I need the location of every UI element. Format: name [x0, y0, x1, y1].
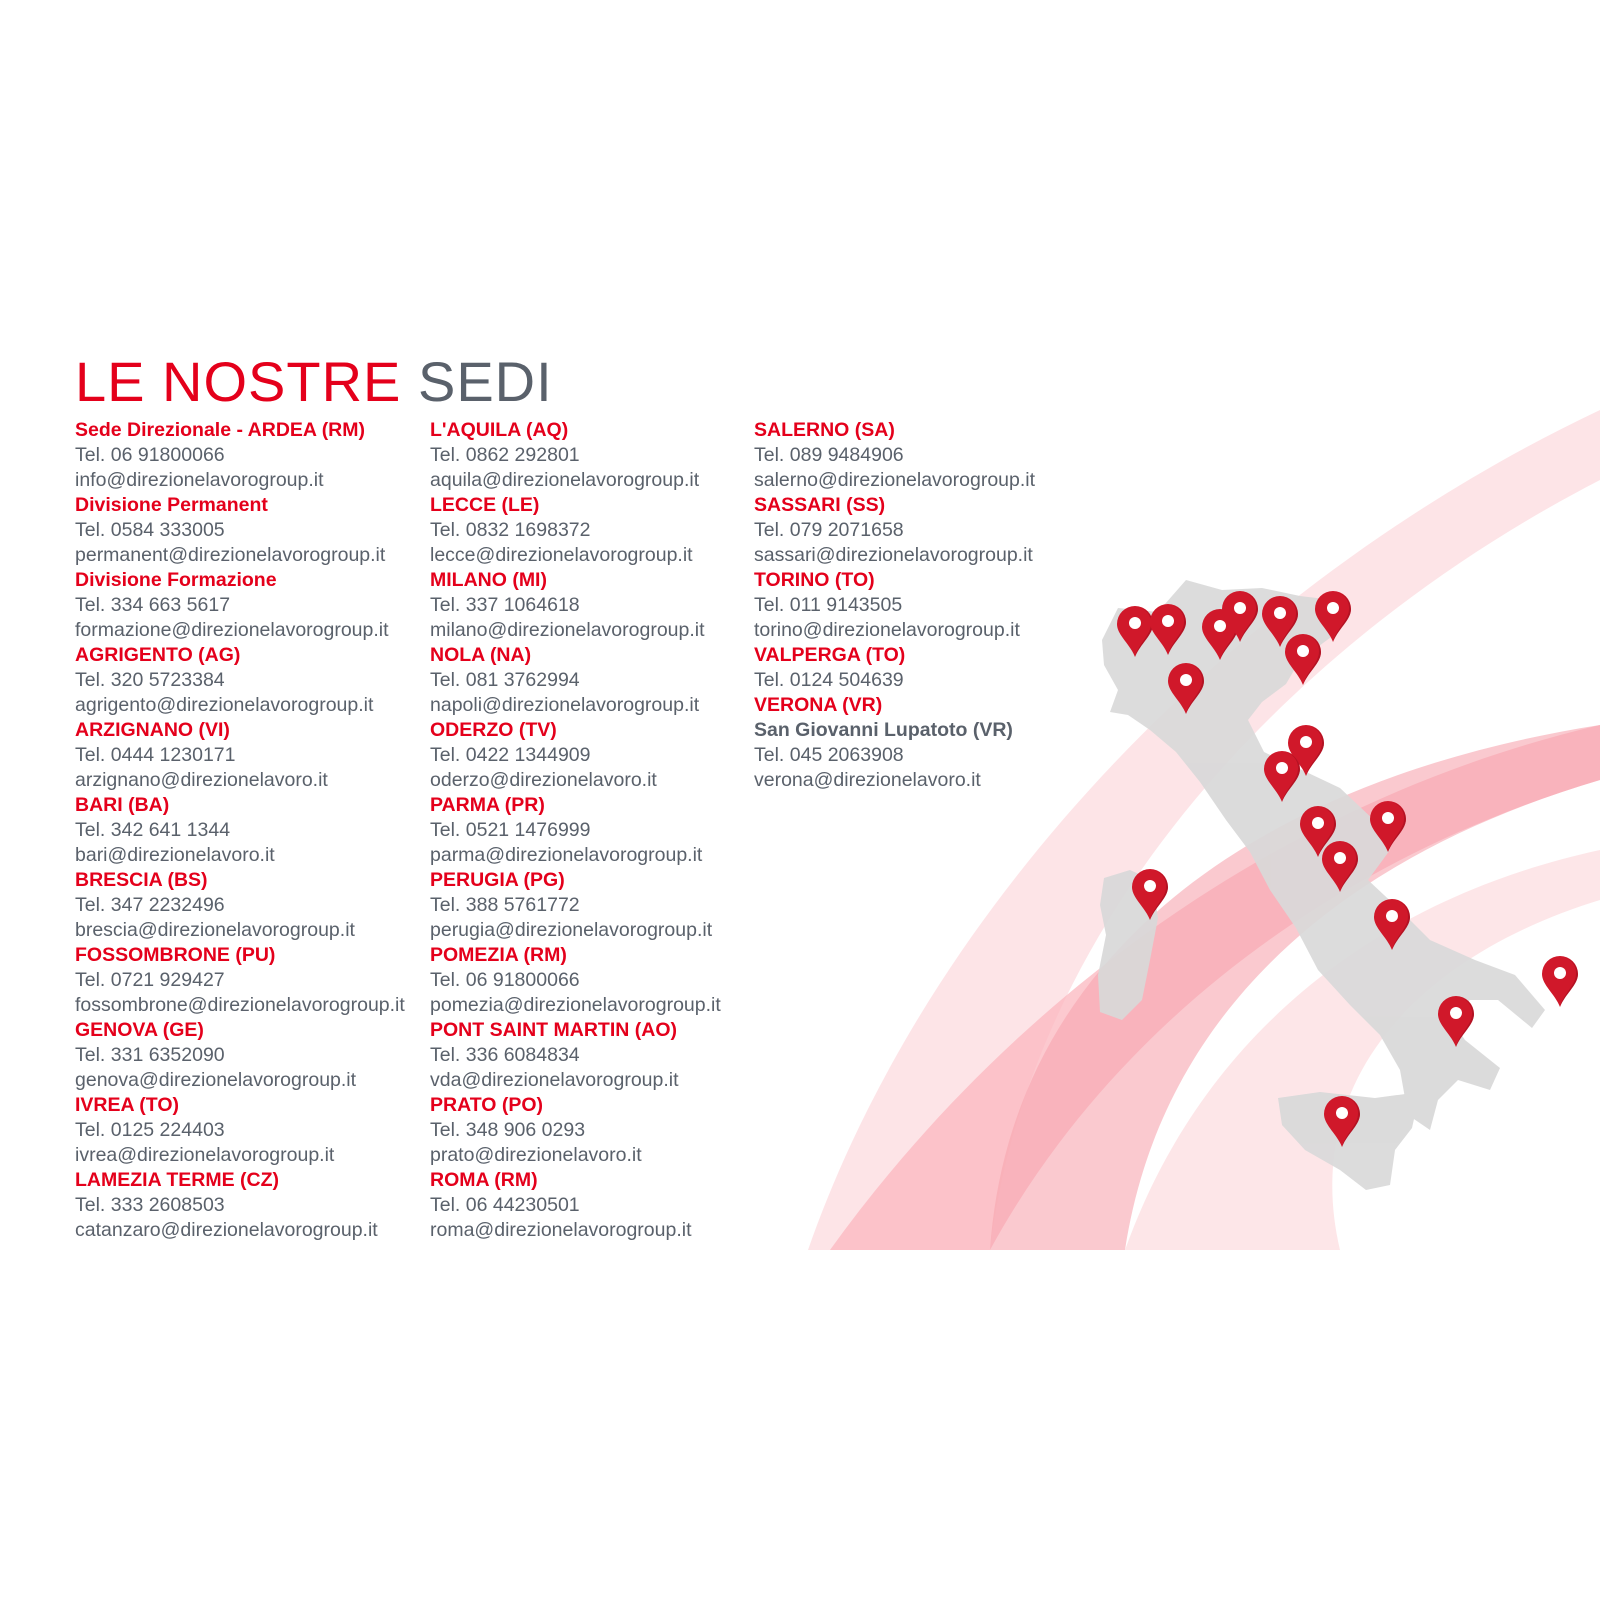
office-entry [75, 1018, 425, 1093]
office-name: Divisione Permanent [75, 494, 268, 516]
office-email: agrigento@direzionelavorogroup.it [75, 694, 374, 716]
office-entry [75, 718, 425, 793]
office-entry [754, 493, 1074, 568]
office-entry [754, 418, 1074, 493]
office-entry [430, 868, 740, 943]
office-phone: Tel. 347 2232496 [75, 894, 225, 916]
office-phone: Tel. 0444 1230171 [75, 744, 236, 766]
office-email: info@direzionelavorogroup.it [75, 469, 324, 491]
office-entry [75, 943, 425, 1018]
office-email: brescia@direzionelavorogroup.it [75, 919, 355, 941]
office-phone: Tel. 334 663 5617 [75, 594, 231, 616]
office-email: formazione@direzionelavorogroup.it [75, 619, 389, 641]
office-phone: Tel. 337 1064618 [430, 594, 580, 616]
office-phone: Tel. 0422 1344909 [430, 744, 591, 766]
office-entry [430, 418, 740, 493]
office-email: roma@direzionelavorogroup.it [430, 1219, 692, 1241]
office-phone: Tel. 089 9484906 [754, 444, 904, 466]
office-name: Divisione Formazione [75, 569, 277, 591]
office-email: bari@direzionelavoro.it [75, 844, 275, 866]
office-phone: Tel. 06 91800066 [75, 444, 225, 466]
office-email: napoli@direzionelavorogroup.it [430, 694, 700, 716]
page-title-part2: SEDI [417, 350, 553, 413]
office-entry [754, 643, 1074, 693]
office-email: pomezia@direzionelavorogroup.it [430, 994, 721, 1016]
office-entry [75, 1168, 425, 1243]
office-entry [430, 793, 740, 868]
office-phone: Tel. 336 6084834 [430, 1044, 580, 1066]
office-email: prato@direzionelavoro.it [430, 1144, 642, 1166]
office-name: ROMA (RM) [430, 1169, 538, 1191]
office-entry [75, 493, 425, 568]
office-phone: Tel. 0832 1698372 [430, 519, 591, 541]
office-email: salerno@direzionelavorogroup.it [754, 469, 1036, 491]
office-name: SASSARI (SS) [754, 494, 886, 516]
office-entry [754, 693, 1074, 793]
office-name: LECCE (LE) [430, 494, 540, 516]
office-entry [430, 493, 740, 568]
office-name: POMEZIA (RM) [430, 944, 567, 966]
office-name: VALPERGA (TO) [754, 644, 906, 666]
office-entry [430, 643, 740, 718]
office-name: AGRIGENTO (AG) [75, 644, 241, 666]
office-phone: Tel. 0125 224403 [75, 1119, 225, 1141]
office-entry [430, 1093, 740, 1168]
office-name: PERUGIA (PG) [430, 869, 565, 891]
office-phone: Tel. 0584 333005 [75, 519, 225, 541]
office-name: TORINO (TO) [754, 569, 875, 591]
office-email: torino@direzionelavorogroup.it [754, 619, 1020, 641]
office-name: MILANO (MI) [430, 569, 547, 591]
office-entry [75, 1093, 425, 1168]
office-name: NOLA (NA) [430, 644, 532, 666]
offices-column-3 [754, 418, 1074, 793]
office-email: vda@direzionelavorogroup.it [430, 1069, 679, 1091]
office-email: aquila@direzionelavorogroup.it [430, 469, 700, 491]
office-name: SALERNO (SA) [754, 419, 895, 441]
office-entry [754, 568, 1074, 643]
office-name: PONT SAINT MARTIN (AO) [430, 1019, 677, 1041]
office-name: BRESCIA (BS) [75, 869, 208, 891]
office-name: GENOVA (GE) [75, 1019, 204, 1041]
office-name: Sede Direzionale - ARDEA (RM) [75, 419, 366, 441]
office-entry [75, 868, 425, 943]
office-phone: Tel. 331 6352090 [75, 1044, 225, 1066]
office-entry [430, 1018, 740, 1093]
office-phone: Tel. 320 5723384 [75, 669, 225, 691]
office-name: FOSSOMBRONE (PU) [75, 944, 276, 966]
office-email: permanent@direzionelavorogroup.it [75, 544, 386, 566]
office-name: LAMEZIA TERME (CZ) [75, 1169, 279, 1191]
office-phone: Tel. 0721 929427 [75, 969, 225, 991]
office-phone: Tel. 081 3762994 [430, 669, 580, 691]
office-email: milano@direzionelavorogroup.it [430, 619, 705, 641]
offices-column-1 [75, 418, 425, 1243]
office-entry [430, 1168, 740, 1243]
office-entry [75, 643, 425, 718]
office-name: ARZIGNANO (VI) [75, 719, 230, 741]
office-phone: Tel. 0521 1476999 [430, 819, 591, 841]
office-phone: Tel. 0124 504639 [754, 669, 904, 691]
office-name: PRATO (PO) [430, 1094, 544, 1116]
page-title [75, 352, 553, 412]
office-phone: Tel. 06 44230501 [430, 1194, 580, 1216]
location-pin-icon [1542, 956, 1578, 1007]
office-entry [430, 568, 740, 643]
office-name: PARMA (PR) [430, 794, 545, 816]
office-email: lecce@direzionelavorogroup.it [430, 544, 693, 566]
office-name: ODERZO (TV) [430, 719, 557, 741]
office-name: IVREA (TO) [75, 1094, 180, 1116]
office-email: arzignano@direzionelavoro.it [75, 769, 328, 791]
office-email: sassari@direzionelavorogroup.it [754, 544, 1033, 566]
office-name: L'AQUILA (AQ) [430, 419, 569, 441]
office-phone: Tel. 045 2063908 [754, 744, 904, 766]
office-entry [75, 568, 425, 643]
office-phone: Tel. 0862 292801 [430, 444, 580, 466]
office-email: verona@direzionelavoro.it [754, 769, 981, 791]
office-entry [75, 793, 425, 868]
office-phone: Tel. 06 91800066 [430, 969, 580, 991]
office-email: perugia@direzionelavorogroup.it [430, 919, 713, 941]
page-title-part1: LE NOSTRE [75, 350, 402, 413]
office-entry [430, 943, 740, 1018]
office-entry [75, 418, 425, 493]
offices-column-2 [430, 418, 740, 1243]
office-phone: Tel. 011 9143505 [754, 594, 903, 616]
office-email: genova@direzionelavorogroup.it [75, 1069, 357, 1091]
office-subtitle: San Giovanni Lupatoto (VR) [754, 719, 1013, 741]
office-phone: Tel. 348 906 0293 [430, 1119, 586, 1141]
office-name: VERONA (VR) [754, 694, 883, 716]
office-email: catanzaro@direzionelavorogroup.it [75, 1219, 378, 1241]
office-phone: Tel. 388 5761772 [430, 894, 580, 916]
office-email: fossombrone@direzionelavorogroup.it [75, 994, 405, 1016]
office-name: BARI (BA) [75, 794, 170, 816]
office-phone: Tel. 333 2608503 [75, 1194, 225, 1216]
office-entry [430, 718, 740, 793]
office-email: oderzo@direzionelavoro.it [430, 769, 657, 791]
office-email: ivrea@direzionelavorogroup.it [75, 1144, 335, 1166]
office-phone: Tel. 079 2071658 [754, 519, 904, 541]
office-email: parma@direzionelavorogroup.it [430, 844, 703, 866]
office-phone: Tel. 342 641 1344 [75, 819, 231, 841]
